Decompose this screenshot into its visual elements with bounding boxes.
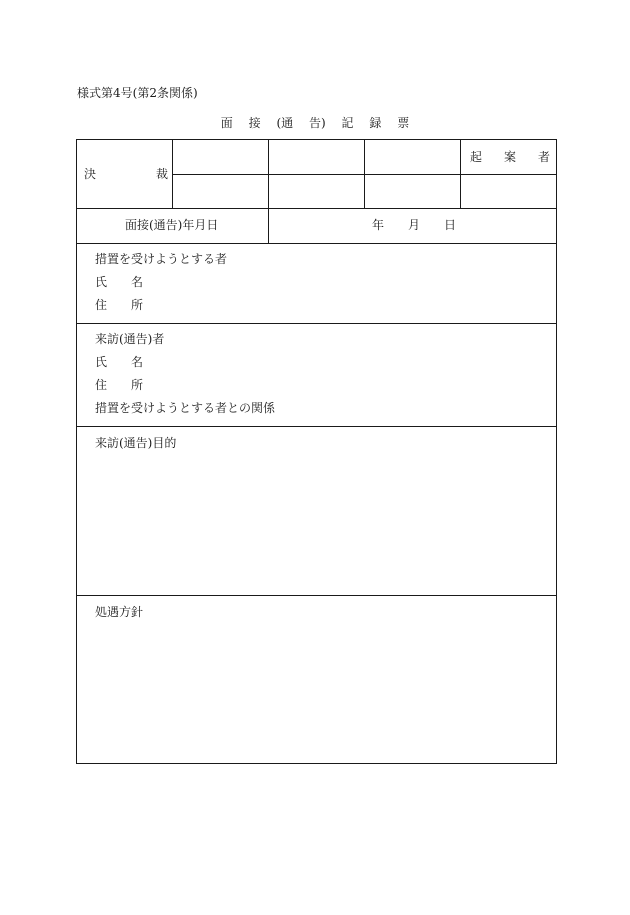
purpose-heading: 来訪(通告)目的 bbox=[95, 436, 177, 450]
drafter-char: 者 bbox=[538, 150, 551, 164]
visitor-relation-label: 措置を受けようとする者との関係 bbox=[95, 401, 276, 415]
visitor-heading: 来訪(通告)者 bbox=[95, 332, 165, 346]
subject-address-label: 住 bbox=[95, 298, 108, 312]
section-divider bbox=[77, 323, 556, 324]
interview-date-label: 面接(通告)年月日 bbox=[125, 218, 219, 232]
approval-row-divider bbox=[172, 174, 557, 175]
visitor-address-label: 所 bbox=[131, 378, 144, 392]
drafter-char: 案 bbox=[504, 150, 517, 164]
approval-label-right: 裁 bbox=[156, 167, 169, 181]
section-divider bbox=[77, 426, 556, 427]
section-divider bbox=[77, 243, 556, 244]
title-char: 記 bbox=[341, 116, 354, 130]
title-char: 接 bbox=[248, 116, 261, 130]
title-char: (通 bbox=[276, 116, 294, 130]
section-divider bbox=[77, 595, 556, 596]
title-char: 票 bbox=[397, 116, 410, 130]
date-month: 月 bbox=[408, 218, 421, 232]
approval-divider bbox=[268, 140, 269, 243]
form-title bbox=[0, 114, 630, 131]
date-year: 年 bbox=[372, 218, 385, 232]
record-form-table bbox=[76, 139, 557, 764]
visitor-address-label: 住 bbox=[95, 378, 108, 392]
subject-name-label: 氏 bbox=[95, 275, 108, 289]
drafter-char: 起 bbox=[470, 150, 483, 164]
approval-label-left: 決 bbox=[84, 167, 97, 181]
title-char: 面 bbox=[220, 116, 233, 130]
form-number: 様式第4号(第2条関係) bbox=[77, 86, 198, 100]
title-char: 録 bbox=[369, 116, 382, 130]
visitor-name-label: 名 bbox=[131, 355, 144, 369]
subject-name-label: 名 bbox=[131, 275, 144, 289]
subject-heading: 措置を受けようとする者 bbox=[95, 252, 228, 266]
title-char: 告) bbox=[308, 116, 326, 130]
date-day: 日 bbox=[444, 218, 457, 232]
policy-heading: 処遇方針 bbox=[95, 605, 144, 619]
subject-address-label: 所 bbox=[131, 298, 144, 312]
visitor-name-label: 氏 bbox=[95, 355, 108, 369]
section-divider bbox=[77, 208, 556, 209]
